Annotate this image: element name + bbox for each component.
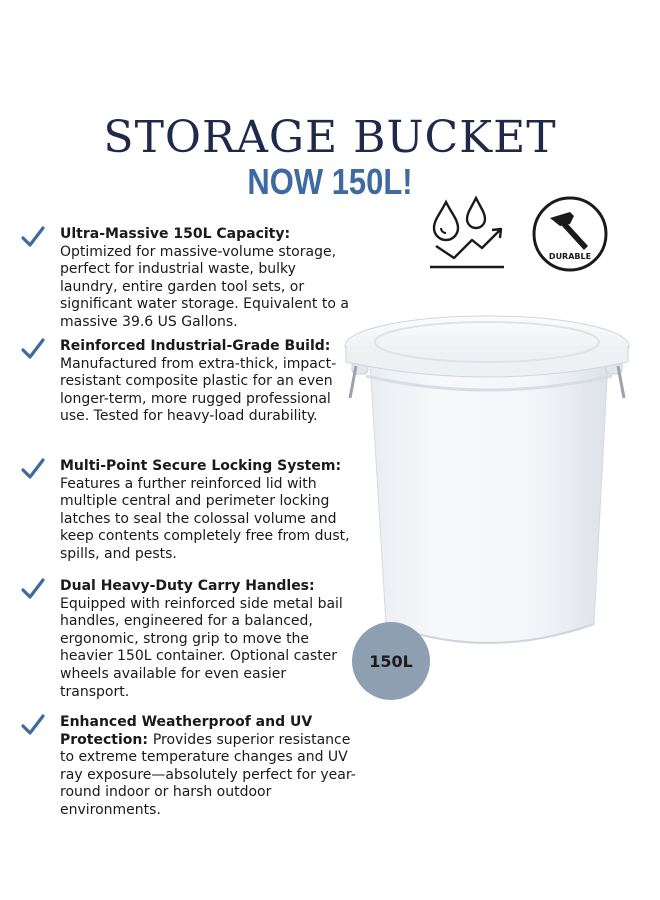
durable-label: DURABLE xyxy=(548,252,592,261)
feature-body: Optimized for massive-volume storage, perfect for industrial waste, bulky laundry, entire garden tool sets, or significant water storage. Equivalent to a massive 39.6 US Gallons. xyxy=(60,243,349,330)
hammer-durable-icon xyxy=(530,194,610,274)
checkmark-icon xyxy=(20,712,46,738)
feature-body: Provides superior resistance to extreme temperature changes and UV ray exposure—absolutely perfect for year-round indoor or harsh outdoor environments. xyxy=(60,731,356,818)
feature-heading: Reinforced Industrial-Grade Build: xyxy=(60,338,331,354)
feature-body: Equipped with reinforced side metal bail handles, engineered for a balanced, ergonomic, strong grip to move the heavier 150L container. Optional caster wheels available for even easier transport. xyxy=(60,595,343,700)
capacity-badge xyxy=(352,622,430,700)
checkmark-icon xyxy=(20,336,46,362)
feature-text xyxy=(60,578,356,701)
feature-text xyxy=(60,226,356,332)
feature-heading: Dual Heavy-Duty Carry Handles: xyxy=(60,578,315,594)
checkmark-icon xyxy=(20,224,46,250)
bucket-image xyxy=(342,306,632,666)
feature-heading: Enhanced Weatherproof and UV Protection: xyxy=(60,714,313,748)
feature-text xyxy=(60,458,356,564)
page-title: STORAGE BUCKET xyxy=(103,112,557,163)
feature-body: Features a further reinforced lid with multiple central and perimeter locking latches to seal the colossal volume and keep contents completely free from dust, spills, and pests. xyxy=(60,475,350,562)
feature-text xyxy=(60,714,356,820)
feature-text xyxy=(60,338,356,426)
feature-heading: Ultra-Massive 150L Capacity: xyxy=(60,226,291,242)
water-drops-icon xyxy=(424,196,508,272)
checkmark-icon xyxy=(20,456,46,482)
capacity-badge-label: 150L xyxy=(369,651,413,671)
feature-body: Manufactured from extra-thick, impact-resistant composite plastic for an even longer-term, more rugged professional use. Tested for heavy-load durability. xyxy=(60,355,337,425)
feature-heading: Multi-Point Secure Locking System: xyxy=(60,458,342,474)
checkmark-icon xyxy=(20,576,46,602)
page-subtitle: NOW 150L! xyxy=(247,161,413,202)
